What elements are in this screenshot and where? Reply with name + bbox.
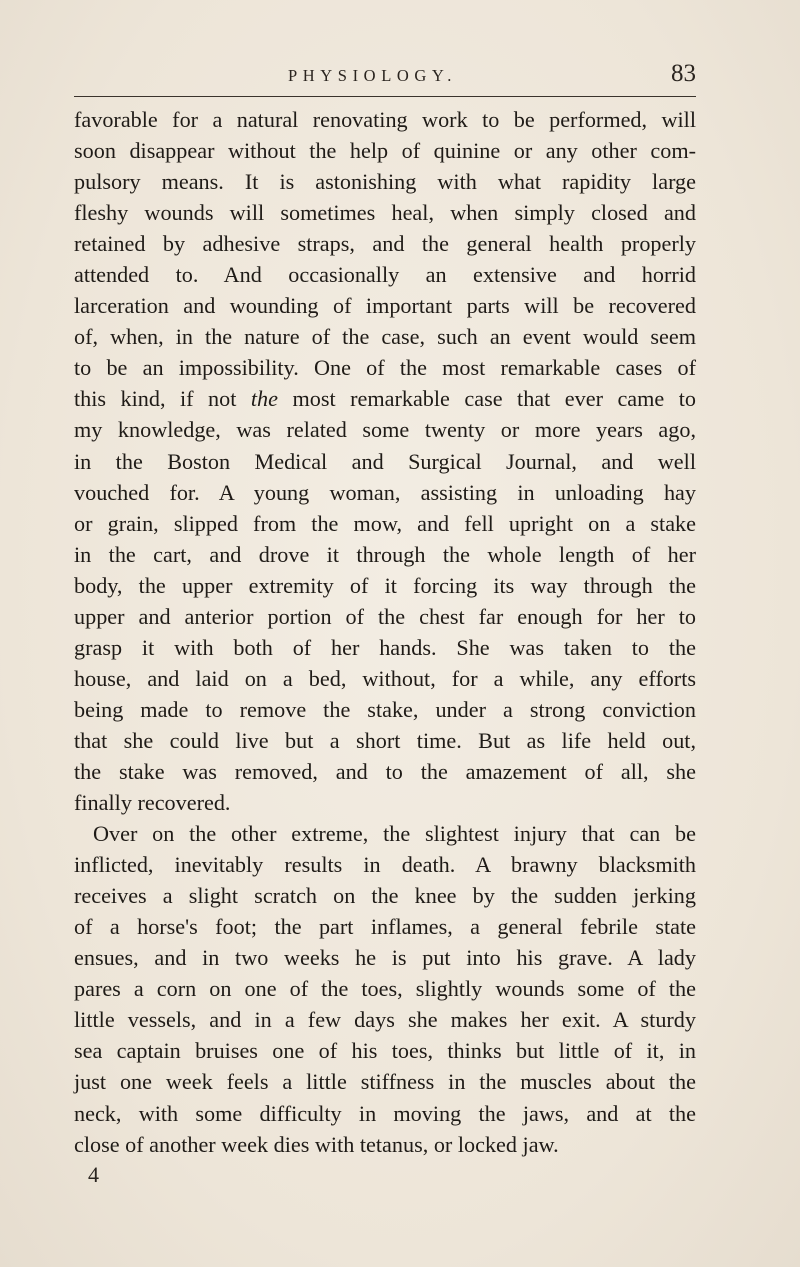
text-line: finally recovered.: [74, 790, 231, 816]
text-line: vouched for. A young woman, assisting in unloading hay: [74, 479, 696, 505]
italic-emphasis: the: [250, 386, 278, 412]
text-line: in the cart, and drove it through the whole length of her: [74, 541, 696, 567]
text-line: to be an impossibility. One of the most remarkable cases of: [74, 355, 696, 381]
text-line: neck, with some difficulty in moving the jaws, and at the: [74, 1100, 696, 1126]
text-line: upper and anterior portion of the chest far enough for her to: [74, 603, 696, 629]
text-line: or grain, slipped from the mow, and fell upright on a stake: [74, 510, 696, 536]
running-head: PHYSIOLOGY.: [288, 66, 458, 85]
text-segment: most remarkable case that ever came to: [278, 386, 696, 412]
text-line: pares a corn on one of the toes, slightly wounds some of the: [74, 976, 696, 1002]
text-line: house, and laid on a bed, without, for a while, any efforts: [74, 665, 696, 691]
text-line: grasp it with both of her hands. She was taken to the: [74, 634, 696, 660]
text-line: that she could live but a short time. But as life held out,: [74, 727, 696, 753]
signature-mark: 4: [88, 1162, 99, 1187]
text-line: fleshy wounds will sometimes heal, when simply closed and: [74, 200, 696, 226]
text-line: of a horse's foot; the part inflames, a general febrile state: [74, 914, 696, 940]
text-line: receives a slight scratch on the knee by the sudden jerking: [74, 883, 696, 909]
text-line: little vessels, and in a few days she makes her exit. A sturdy: [74, 1007, 696, 1033]
text-line: soon disappear without the help of quinine or any other com-: [74, 138, 696, 164]
text-line: inflicted, inevitably results in death. A brawny blacksmith: [74, 852, 696, 878]
text-line-with-italic: [74, 383, 696, 414]
text-line: pulsory means. It is astonishing with what rapidity large: [74, 169, 696, 195]
text-line: body, the upper extremity of it forcing its way through the: [74, 572, 696, 598]
page-header: [74, 62, 696, 97]
text-line: close of another week dies with tetanus, or locked jaw.: [74, 1131, 559, 1157]
text-line: retained by adhesive straps, and the general health properly: [74, 231, 696, 257]
text-line: the stake was removed, and to the amazement of all, she: [74, 758, 696, 784]
text-line: larceration and wounding of important parts will be recovered: [74, 293, 696, 319]
body-text: [74, 104, 696, 1160]
text-line: in the Boston Medical and Surgical Journal, and well: [74, 448, 696, 474]
text-line: ensues, and in two weeks he is put into his grave. A lady: [74, 945, 696, 971]
text-line: sea captain bruises one of his toes, thinks but little of it, in: [74, 1038, 696, 1064]
text-line: attended to. And occasionally an extensive and horrid: [74, 262, 696, 288]
text-line: just one week feels a little stiffness in the muscles about the: [74, 1069, 696, 1095]
page-number: 83: [671, 60, 696, 87]
text-line: being made to remove the stake, under a strong conviction: [74, 696, 696, 722]
text-segment: this kind, if not: [74, 386, 251, 412]
paragraph-start-line: Over on the other extreme, the slightest injury that can be: [93, 821, 696, 847]
text-line: of, when, in the nature of the case, such an event would seem: [74, 324, 696, 350]
text-line: my knowledge, was related some twenty or more years ago,: [74, 417, 696, 443]
text-line: favorable for a natural renovating work to be performed, will: [74, 107, 696, 132]
